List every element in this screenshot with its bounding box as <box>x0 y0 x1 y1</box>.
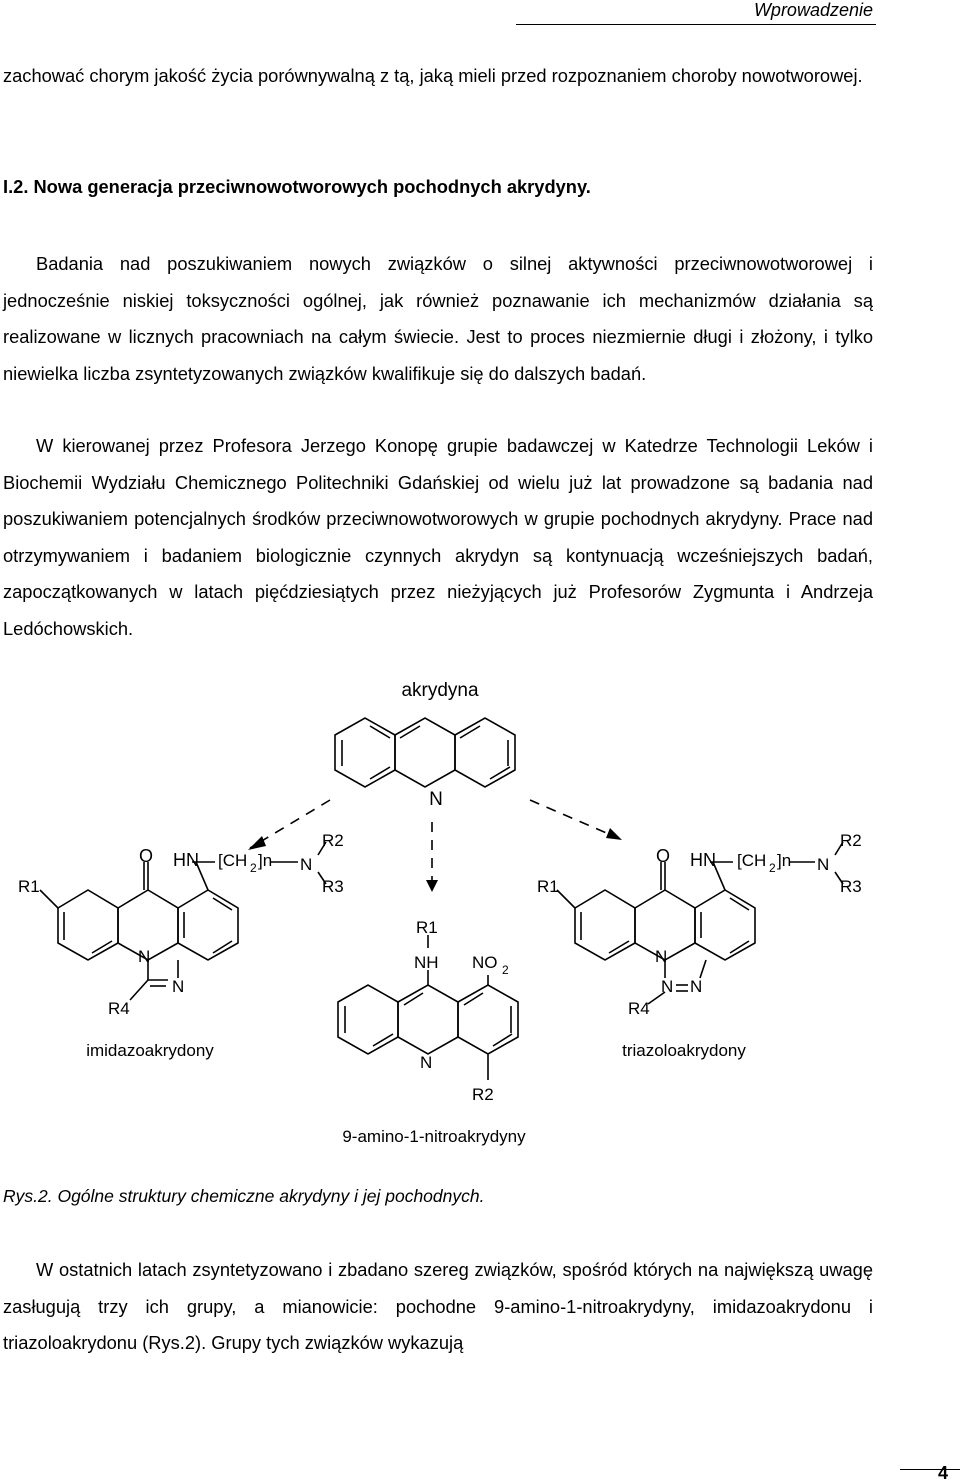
arrow-right-head <box>606 828 622 840</box>
atom-r2-right: R2 <box>840 831 862 850</box>
paragraph-3: W ostatnich latach zsyntetyzowano i zbadano szereg związków, spośród których na największą uwagę zasługują trzy ich grupy, a mianowicie: pochodne 9-amino-1-nitroakrydyny, imidazoakrydonu i triazoloakrydonu (Rys.2). Grupy tych związków wykazują <box>3 1259 873 1353</box>
label-acridine: akrydyna <box>401 680 479 701</box>
atom-n-right-amine: N <box>817 855 830 874</box>
atom-ch2-right: [CH <box>737 851 767 870</box>
atom-r2-left: R2 <box>322 831 344 850</box>
atom-hn-left: HN <box>173 850 199 870</box>
atom-n-left-amine: N <box>300 855 313 874</box>
acridine-ring-left <box>335 718 395 787</box>
figure-caption: Rys.2. Ogólne struktury chemiczne akrydyny i jej pochodnych. <box>3 1186 485 1206</box>
header-rule <box>516 24 876 25</box>
intro-paragraph: zachować chorym jakość życia porównywalną z tą, jaką mieli przed rozpoznaniem choroby nowotworowej. <box>3 65 863 86</box>
atom-r3-left: R3 <box>322 877 344 896</box>
atom-r1-left: R1 <box>18 877 40 896</box>
paragraph-1: Badania nad poszukiwaniem nowych związków o silnej aktywności przeciwnowotworowej i jednocześnie niskiej toksyczności ogólnej, jak również poznawanie ich mechanizmów działania są realizowane w licznych pracowniach na całym świecie. Jest to proces niezmiernie długi i złożony, i tylko niewielka liczba zsyntetyzowanych związków kwalifikuje się do dalszych badań. <box>3 253 873 384</box>
page-number: 4 <box>937 1463 948 1483</box>
atom-n-left-imidazole: N <box>172 977 185 996</box>
atom-n-right-ring: N <box>655 947 668 966</box>
arrow-right <box>530 800 618 838</box>
atom-n-right-triazole-1: N <box>661 977 674 996</box>
atom-r4-right: R4 <box>628 999 650 1018</box>
atom-n-acridine: N <box>429 789 443 810</box>
atom-ch2-sub-left: 2 <box>250 861 257 875</box>
atom-hn-right: HN <box>690 850 716 870</box>
atom-r1-center: R1 <box>416 918 438 937</box>
acridine-ring-right <box>455 718 515 787</box>
atom-o-left: O <box>139 846 154 866</box>
atom-nh-center: NH <box>414 953 439 972</box>
atom-r3-right: R3 <box>840 877 862 896</box>
atom-n-left-ring: N <box>138 947 151 966</box>
label-triazoloacridones: triazoloakrydony <box>622 1041 746 1060</box>
label-nitroacridines: 9-amino-1-nitroakrydyny <box>342 1127 526 1146</box>
atom-n-center-ring: N <box>420 1053 433 1072</box>
atom-ch2-close-right: ]n <box>777 851 792 870</box>
acridine-ring-center <box>395 718 455 787</box>
arrow-center-head <box>426 880 438 892</box>
atom-ch2-left: [CH <box>218 851 248 870</box>
acridine-structures-figure <box>0 660 960 1180</box>
atom-no2-center: NO <box>472 953 498 972</box>
atom-r1-right: R1 <box>537 877 559 896</box>
label-imidazoacridones: imidazoakrydony <box>86 1041 214 1060</box>
running-header: Wprowadzenie <box>753 0 873 20</box>
atom-no2-sub-center: 2 <box>502 963 509 977</box>
section-heading: I.2. Nowa generacja przeciwnowotworowych pochodnych akrydyny. <box>3 176 591 197</box>
atom-ch2-sub-right: 2 <box>769 861 776 875</box>
arrow-left-head <box>248 836 266 850</box>
atom-o-right: O <box>656 846 671 866</box>
atom-r4-left: R4 <box>108 999 130 1018</box>
page-number-rule <box>900 1469 960 1470</box>
atom-ch2-close-left: ]n <box>258 851 273 870</box>
paragraph-2: W kierowanej przez Profesora Jerzego Konopę grupie badawczej w Katedrze Technologii Leków i Biochemii Wydziału Chemicznego Politechniki Gdańskiej od wielu już lat prowadzone są badania nad poszukiwaniem potencjalnych środków przeciwnowotworowych w grupie pochodnych akrydyny. Prace nad otrzymywaniem i badaniem biologicznie czynnych akrydyn są kontynuacją wcześniejszych badań, zapoczątkowanych w latach pięćdziesiątych przez nieżyjących już Profesorów Zygmunta i Andrzeja Ledóchowskich. <box>3 435 873 639</box>
atom-n-right-triazole-2: N <box>690 977 703 996</box>
atom-r2-center: R2 <box>472 1085 494 1104</box>
